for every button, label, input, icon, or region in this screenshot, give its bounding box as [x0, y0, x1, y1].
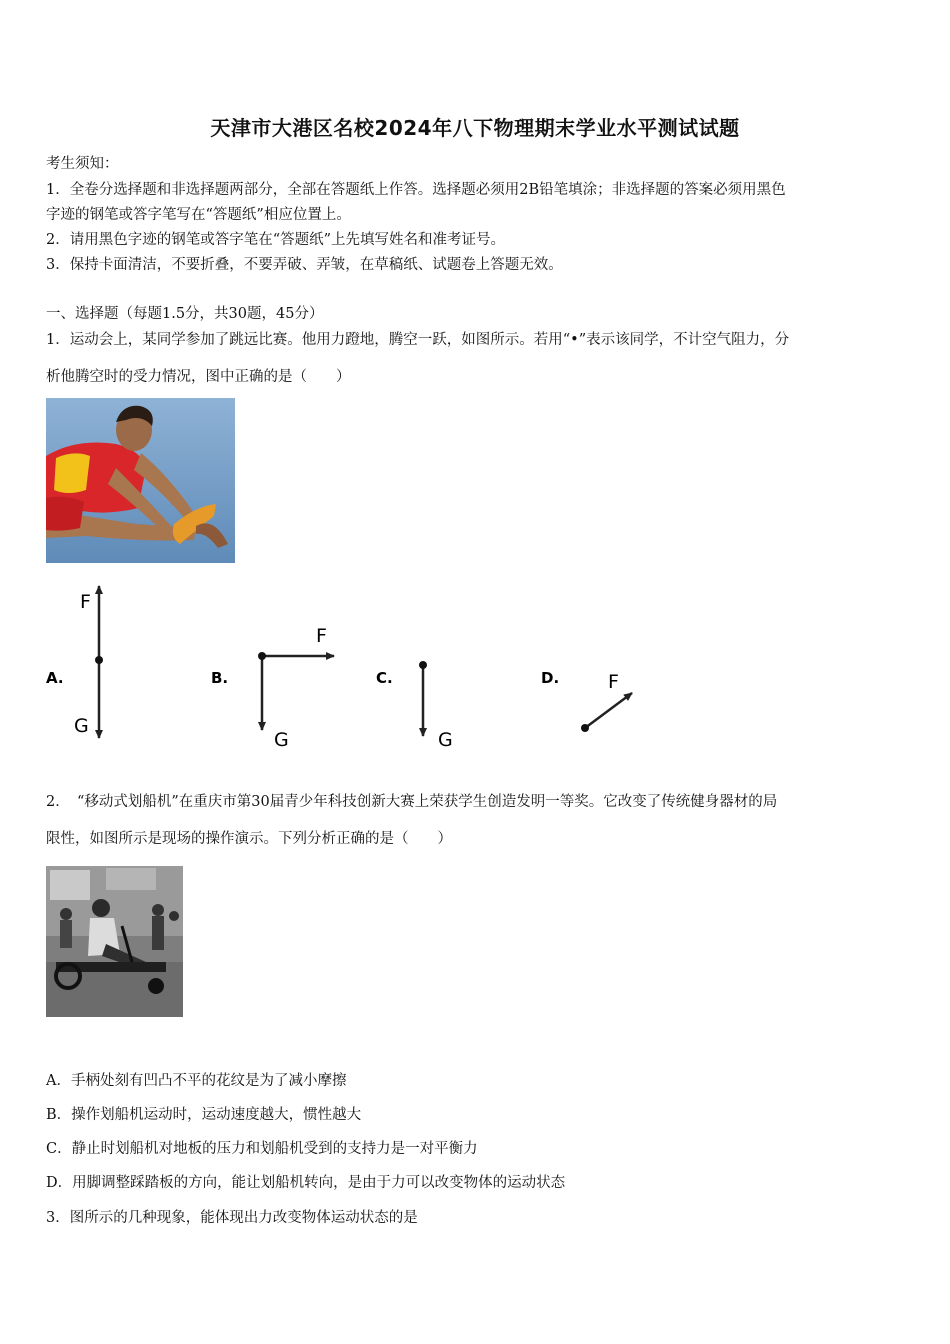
notice-item: 字迹的钢笔或答字笔写在“答题纸”相应位置上。 [46, 207, 351, 223]
question-3-text: 3．图所示的几种现象，能体现出力改变物体运动状态的是 [46, 1210, 418, 1226]
object-dot [419, 661, 427, 669]
q2-choice-a[interactable]: A．手柄处刻有凹凸不平的花纹是为了减小摩擦 [46, 1073, 347, 1089]
question-1-text: 析他腾空时的受力情况，图中正确的是（ ） [46, 369, 351, 385]
notice-item: 2．请用黑色字迹的钢笔或答字笔在“答题纸”上先填写姓名和准考证号。 [46, 232, 506, 248]
long-jump-photo [46, 398, 235, 563]
option-d-diagram[interactable] [581, 671, 632, 732]
object-dot [258, 652, 266, 660]
force-diagram-options [40, 580, 660, 755]
label-f: F [608, 671, 619, 693]
force-f-arrow [585, 693, 632, 728]
question-2-text: 2． “移动式划船机”在重庆市第30届青少年科技创新大赛上荣获学生创造发明一等奖。它改变了传统健身器材的局 [46, 794, 778, 810]
q2-choice-d[interactable]: D．用脚调整踩踏板的方向，能让划船机转向，是由于力可以改变物体的运动状态 [46, 1175, 566, 1191]
question-1-text: 1．运动会上，某同学参加了跳远比赛。他用力蹬地，腾空一跃，如图所示。若用“•”表示该同学，不计空气阻力，分 [46, 332, 790, 348]
label-g: G [74, 715, 89, 737]
q2-choice-c[interactable]: C．静止时划船机对地板的压力和划船机受到的支持力是一对平衡力 [46, 1141, 478, 1157]
rowing-machine-photo [46, 866, 183, 1017]
page-title: 天津市大港区名校2024年八下物理期末学业水平测试试题 [210, 116, 740, 140]
notice-heading: 考生须知： [46, 156, 119, 172]
label-g: G [274, 729, 289, 751]
option-a-diagram[interactable] [74, 586, 103, 738]
option-a-letter[interactable]: A. [46, 669, 64, 687]
object-dot [581, 724, 589, 732]
notice-item: 3．保持卡面清洁，不要折叠，不要弄破、弄皱，在草稿纸、试题卷上答题无效。 [46, 257, 563, 273]
option-c-letter[interactable]: C. [376, 669, 393, 687]
label-g: G [438, 729, 453, 751]
q2-choice-b[interactable]: B．操作划船机运动时，运动速度越大，惯性越大 [46, 1107, 362, 1123]
rowing-machine-illustration [46, 866, 183, 1017]
notice-item: 1．全卷分选择题和非选择题两部分，全部在答题纸上作答。选择题必须用2B铅笔填涂；非选择题的答案必须用黑色 [46, 182, 786, 198]
label-f: F [80, 591, 91, 613]
option-b-letter[interactable]: B. [211, 669, 229, 687]
question-2-text: 限性，如图所示是现场的操作演示。下列分析正确的是（ ） [46, 831, 452, 847]
option-c-diagram[interactable] [419, 661, 453, 751]
object-dot [95, 656, 103, 664]
option-d-letter[interactable]: D. [541, 669, 560, 687]
section-heading: 一、选择题（每题1.5分，共30题，45分） [46, 306, 324, 322]
option-b-diagram[interactable] [258, 625, 334, 751]
label-f: F [316, 625, 327, 647]
long-jump-illustration [46, 398, 235, 563]
